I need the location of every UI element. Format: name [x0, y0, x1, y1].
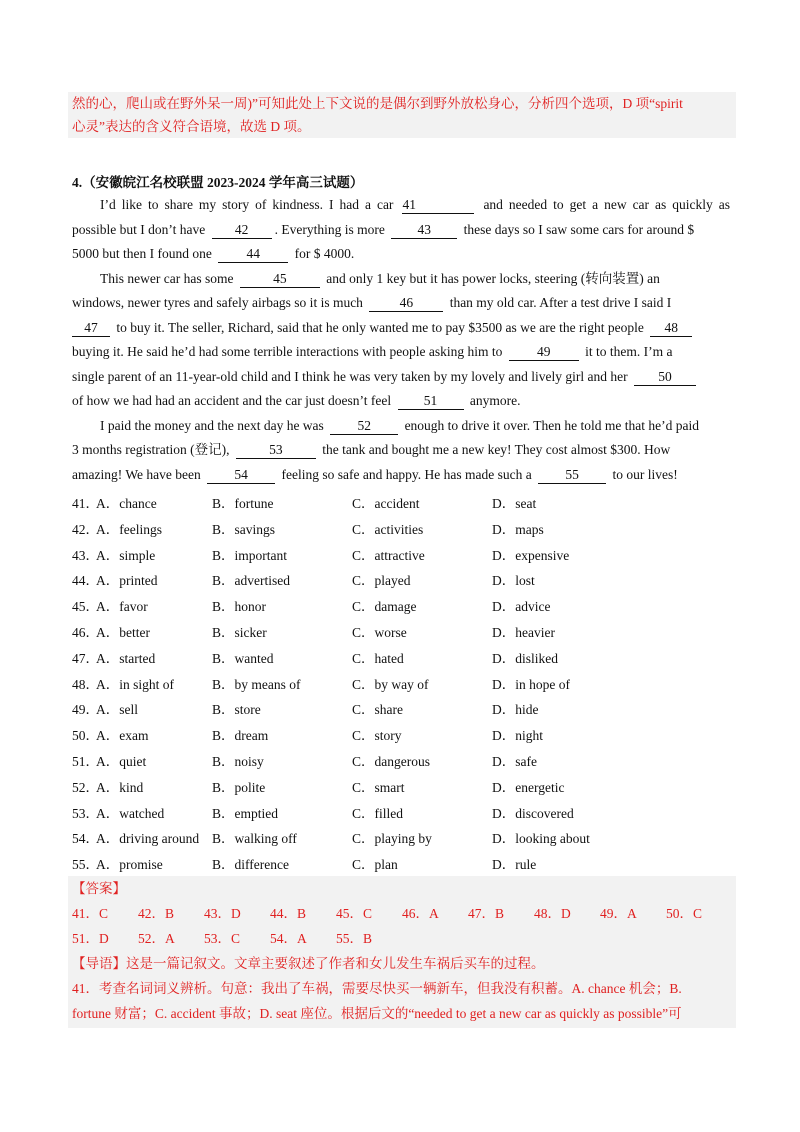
blank-47: 47 — [72, 319, 110, 337]
option-b: B．noisy — [212, 753, 264, 769]
answer-key-item: 52．A — [138, 931, 175, 946]
question-number: 54． — [72, 831, 99, 847]
option-d: D．rule — [492, 857, 537, 873]
option-b: B．wanted — [212, 650, 274, 666]
passage-text: for $ 4000. — [294, 246, 355, 261]
option-d: D．in hope of — [492, 676, 570, 692]
option-b: B．fortune — [212, 496, 274, 511]
blank-52: 52 — [330, 417, 398, 435]
explanation-line: fortune 财富；C. accident 事故；D. seat 座位。根据后文的“needed to get a new car as quickly as possible”可 — [72, 1006, 682, 1021]
passage-text: and only 1 key but it has power locks, steering (转向装置) an — [326, 270, 660, 286]
passage-text: feeling so safe and happy. He has made such a — [281, 466, 532, 482]
question-number: 45． — [72, 599, 99, 615]
question-title: 4.（安徽皖江名校联盟 2023-2024 学年高三试题） — [72, 175, 364, 190]
option-a: A．printed — [96, 573, 158, 589]
blank-41: 41 — [402, 196, 474, 214]
previous-explanation — [68, 92, 736, 138]
guide-text: 【导语】这是一篇记叙文。文章主要叙述了作者和女儿发生车祸后买车的过程。 — [72, 956, 545, 971]
blank-44: 44 — [218, 245, 288, 263]
blank-43: 43 — [391, 221, 457, 239]
question-number: 44． — [72, 573, 99, 589]
option-d: D．expensive — [492, 547, 570, 563]
option-c: C．hated — [352, 650, 404, 666]
option-a: A．started — [96, 650, 156, 666]
blank-55: 55 — [538, 466, 606, 484]
blank-42: 42 — [212, 221, 272, 239]
option-d: D．seat — [492, 496, 537, 511]
option-c: C．story — [352, 728, 402, 744]
option-b: B．sicker — [212, 624, 267, 640]
explanation-line: 心灵”表达的含义符合语境，故选 D 项。 — [72, 119, 311, 134]
option-a: A．exam — [96, 728, 149, 744]
option-c: C．by way of — [352, 676, 429, 692]
option-d: D．advice — [492, 599, 551, 615]
option-b: B．emptied — [212, 805, 278, 821]
option-a: A．driving around — [96, 831, 200, 847]
option-d: D．disliked — [492, 650, 558, 666]
question-number: 49． — [72, 702, 99, 718]
question-number: 48． — [72, 676, 99, 692]
blank-48: 48 — [650, 319, 692, 337]
blank-50: 50 — [634, 368, 696, 386]
answer-key-item: 49．A — [600, 906, 637, 921]
passage-text: enough to drive it over. Then he told me that he’d paid — [404, 417, 699, 433]
question-number: 55． — [72, 857, 99, 873]
answer-key-item: 46．A — [402, 906, 439, 921]
question-number: 41． — [72, 496, 99, 511]
passage-text: I’d like to share my story of kindness. I had a car — [100, 197, 394, 212]
passage-text: to our lives! — [612, 466, 678, 482]
passage-text: to buy it. The seller, Richard, said that he only wanted me to pay $3500 as we are the right people — [116, 319, 644, 335]
passage-text: 5000 but then I found one — [72, 246, 212, 261]
blank-46: 46 — [369, 294, 443, 312]
blank-49: 49 — [509, 343, 579, 361]
passage-text: buying it. He said he’d had some terrible interactions with people asking him to — [72, 344, 503, 359]
option-b: B．advertised — [212, 573, 290, 589]
option-c: C．attractive — [352, 547, 425, 563]
passage-text: . Everything is more — [274, 221, 385, 237]
question-number: 51． — [72, 753, 99, 769]
question-number: 53． — [72, 805, 99, 821]
option-c: C．plan — [352, 857, 398, 873]
question-number: 52． — [72, 779, 99, 795]
option-a: A．simple — [96, 547, 156, 563]
question-number: 47． — [72, 650, 99, 666]
answer-key-item: 48．D — [534, 906, 571, 921]
answer-key-item: 47．B — [468, 906, 505, 921]
option-b: B．savings — [212, 521, 276, 537]
option-c: C．filled — [352, 805, 403, 821]
option-c: C．damage — [352, 599, 417, 615]
passage-text: than my old car. After a test drive I said I — [449, 295, 672, 310]
answer-key-row — [72, 926, 732, 951]
option-b: B．store — [212, 702, 261, 718]
option-d: D．safe — [492, 753, 537, 769]
answer-key-item: 51．D — [72, 931, 109, 946]
explanation-line: 41．考查名词词义辨析。句意：我出了车祸，需要尽快买一辆新车，但我没有积蓄。A. chance 机会；B. — [72, 981, 682, 996]
option-c: C．played — [352, 573, 411, 589]
option-c: C．playing by — [352, 831, 432, 847]
answer-key-item: 45．C — [336, 906, 373, 921]
blank-53: 53 — [236, 441, 316, 459]
answer-box — [68, 876, 736, 1028]
option-b: B．difference — [212, 857, 289, 873]
option-d: D．lost — [492, 573, 535, 589]
option-b: B．walking off — [212, 831, 297, 847]
option-b: B．honor — [212, 599, 266, 615]
answer-key-item: 41．C — [72, 906, 109, 921]
passage-text: anymore. — [469, 393, 521, 408]
question-number: 42． — [72, 521, 99, 537]
question-number: 43． — [72, 547, 99, 563]
option-d: D．maps — [492, 521, 544, 537]
option-d: D．discovered — [492, 805, 574, 821]
option-a: A．promise — [96, 857, 163, 873]
blank-54: 54 — [207, 466, 275, 484]
option-b: B．polite — [212, 779, 266, 795]
blank-51: 51 — [398, 392, 464, 410]
answer-key-item: 53．C — [204, 931, 241, 946]
answer-key-item: 50．C — [666, 906, 703, 921]
passage-text: 3 months registration (登记), — [72, 442, 230, 457]
passage-text: possible but I don’t have — [72, 221, 206, 237]
passage-text: windows, newer tyres and safely airbags so it is much — [72, 295, 363, 310]
option-c: C．smart — [352, 779, 405, 795]
option-c: C．worse — [352, 624, 407, 640]
option-d: D．looking about — [492, 831, 590, 847]
option-c: C．dangerous — [352, 753, 430, 769]
answer-key-item: 54．A — [270, 931, 307, 946]
option-a: A．quiet — [96, 753, 147, 769]
passage-text: amazing! We have been — [72, 466, 201, 482]
option-b: B．dream — [212, 728, 269, 744]
option-a: A．sell — [96, 702, 138, 718]
option-a: A．kind — [96, 779, 144, 795]
passage-text: I paid the money and the next day he was — [100, 417, 324, 433]
option-d: D．hide — [492, 702, 539, 718]
option-a: A．better — [96, 624, 150, 640]
answer-key-item: 43．D — [204, 906, 241, 921]
question-number: 46． — [72, 624, 99, 640]
passage-text: of how we had had an accident and the car just doesn’t feel — [72, 393, 392, 408]
option-a: A．watched — [96, 805, 165, 821]
answer-key-item: 44．B — [270, 906, 307, 921]
option-b: B．important — [212, 547, 287, 563]
option-c: C．accident — [352, 496, 420, 511]
explanation-line: 然的心，爬山或在野外呆一周)”可知此处上下文说的是偶尔到野外放松身心，分析四个选项，D 项“spirit — [72, 96, 683, 111]
passage-text: This newer car has some — [100, 270, 234, 286]
answer-key-item: 55．B — [336, 931, 373, 946]
option-c: C．activities — [352, 521, 424, 537]
option-b: B．by means of — [212, 676, 301, 692]
answer-heading: 【答案】 — [72, 881, 126, 896]
passage-text: it to them. I’m a — [585, 344, 673, 359]
passage-text: and needed to get a new car as quickly as — [483, 197, 731, 212]
option-d: D．heavier — [492, 624, 555, 640]
option-a: A．favor — [96, 599, 148, 615]
option-d: D．night — [492, 728, 544, 744]
passage-text: single parent of an 11-year-old child and I think he was very taken by my lovely and lively girl and her — [72, 368, 628, 384]
option-d: D．energetic — [492, 779, 565, 795]
passage-text: the tank and bought me a new key! They cost almost $300. How — [322, 442, 671, 457]
option-c: C．share — [352, 702, 403, 718]
option-a: A．in sight of — [96, 676, 175, 692]
cloze-passage — [72, 193, 730, 487]
option-a: A．feelings — [96, 521, 162, 537]
blank-45: 45 — [240, 270, 320, 288]
answer-key-item: 42．B — [138, 906, 175, 921]
passage-text: these days so I saw some cars for around $ — [463, 221, 695, 237]
option-a: A．chance — [96, 496, 157, 511]
answer-key-row — [72, 901, 732, 926]
question-number: 50． — [72, 728, 99, 744]
